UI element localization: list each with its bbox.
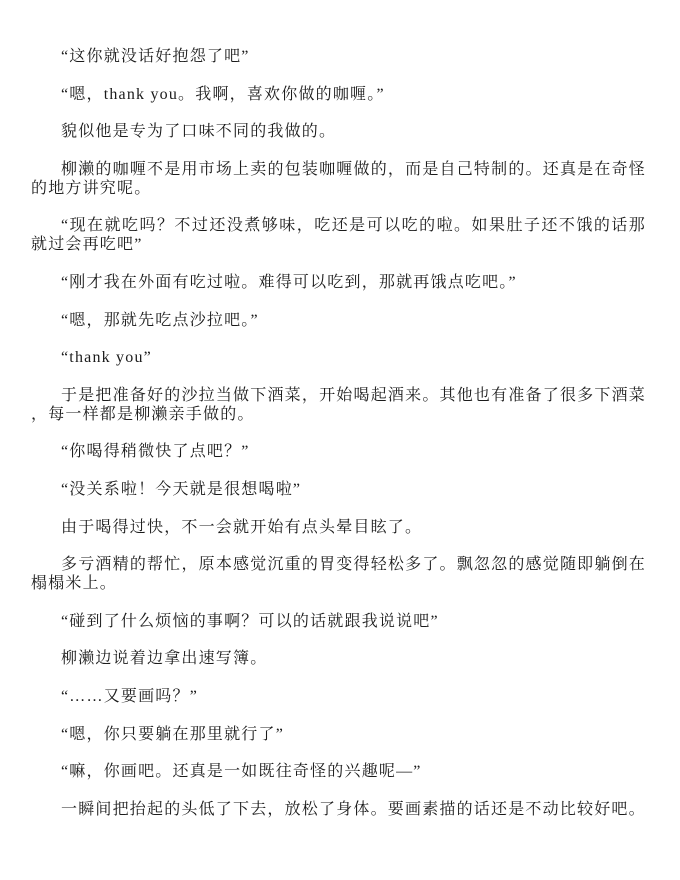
paragraph: “嗯，thank you。我啊，喜欢你做的咖喱。” [61, 85, 385, 103]
paragraph: “没关系啦！今天就是很想喝啦” [61, 480, 302, 498]
paragraph: “嘛，你画吧。还真是一如既往奇怪的兴趣呢—” [61, 763, 422, 781]
paragraph: “这你就没话好抱怨了吧” [61, 48, 250, 65]
paragraph: “thank you” [61, 349, 152, 367]
paragraph: “刚才我在外面有吃过啦。难得可以吃到，那就再饿点吃吧。” [61, 273, 517, 291]
paragraph: “你喝得稍微快了点吧？” [61, 443, 250, 461]
paragraph: 于是把准备好的沙拉当做下酒菜，开始喝起酒来。其他也有准备了很多下酒菜，每一样都是柳濑亲手做的。 [31, 386, 646, 423]
paragraph: 一瞬间把抬起的头低了下去，放松了身体。要画素描的话还是不动比较好吧。 [61, 800, 646, 818]
paragraph: “现在就吃吗？不过还没煮够味，吃还是可以吃的啦。如果肚子还不饿的话那就过会再吃吧” [31, 217, 646, 254]
paragraph: “……又要画吗？” [61, 687, 199, 705]
paragraph: 柳濑边说着边拿出速写簿。 [61, 650, 268, 668]
paragraph: “嗯，那就先吃点沙拉吧。” [61, 311, 259, 329]
paragraph: “嗯，你只要躺在那里就行了” [61, 725, 285, 743]
paragraph: 由于喝得过快，不一会就开始有点头晕目眩了。 [61, 518, 423, 536]
paragraph: 貌似他是专为了口味不同的我做的。 [61, 123, 337, 141]
paragraph: 柳濑的咖喱不是用市场上卖的包装咖喱做的，而是自己特制的。还真是在奇怪的地方讲究呢。 [31, 160, 646, 197]
paragraph: 多亏酒精的帮忙，原本感觉沉重的胃变得轻松多了。飘忽忽的感觉随即躺倒在榻榻米上。 [31, 556, 646, 593]
paragraph: “碰到了什么烦恼的事啊？可以的话就跟我说说吧” [61, 612, 439, 630]
